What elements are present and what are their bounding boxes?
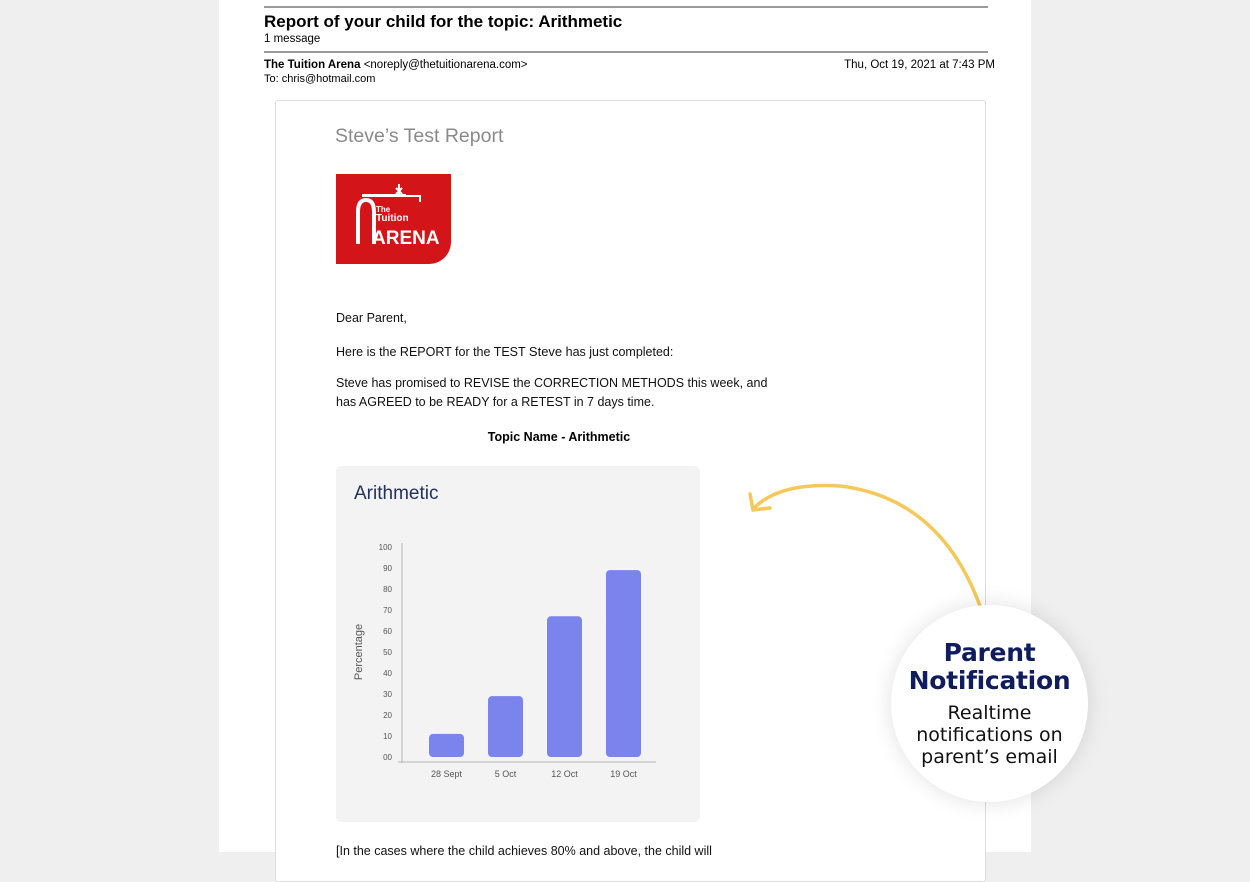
- svg-text:ARENA: ARENA: [372, 228, 440, 249]
- top-divider: [264, 6, 988, 8]
- y-tick-label: 00: [383, 753, 392, 762]
- y-tick-label: 50: [383, 648, 392, 657]
- chart-svg: [336, 466, 700, 822]
- promise-line-2: has AGREED to be READY for a RETEST in 7 days time.: [336, 395, 655, 409]
- chart-title: Arithmetic: [354, 483, 439, 504]
- y-tick-label: 40: [383, 669, 392, 678]
- y-tick-label: 100: [378, 543, 392, 552]
- y-tick-label: 70: [383, 606, 392, 615]
- bar-19-oct: [606, 570, 641, 757]
- y-tick-label: 20: [383, 711, 392, 720]
- bar-5-oct: [488, 696, 523, 757]
- message-count: 1 message: [264, 33, 321, 45]
- y-tick-label: 80: [383, 585, 392, 594]
- sender-address[interactable]: <noreply@thetuitionarena.com>: [363, 59, 528, 71]
- y-tick-label: 10: [383, 732, 392, 741]
- y-tick-label: 90: [383, 564, 392, 573]
- student-name: Steve: [336, 376, 368, 390]
- y-tick-label: 30: [383, 690, 392, 699]
- report-intro-line: Here is the REPORT for the TEST Steve has just completed:: [336, 344, 674, 359]
- parent-notification-badge: [891, 605, 1088, 802]
- x-tick-label: 28 Sept: [430, 769, 463, 779]
- x-tick-label: 19 Oct: [610, 769, 637, 779]
- bar-12-oct: [547, 616, 582, 757]
- y-axis-label: Percentage: [353, 623, 365, 681]
- svg-text:Tuition: Tuition: [376, 213, 409, 224]
- header-divider: [264, 51, 988, 53]
- svg-text:The: The: [376, 205, 391, 214]
- trailing-note: [In the cases where the child achieves 80% and above, the child will: [336, 844, 712, 858]
- email-subject: Report of your child for the topic: Arithmetic: [264, 12, 623, 31]
- student-name: Steve: [528, 344, 563, 359]
- tuition-arena-logo: [336, 174, 451, 264]
- x-tick-label: 12 Oct: [551, 769, 578, 779]
- badge-title: Parent Notification: [908, 638, 1071, 695]
- promise-line-1: Steve has promised to REVISE the CORRECTION METHODS this week, and: [336, 376, 768, 390]
- arithmetic-chart: [336, 466, 700, 822]
- bar-28-sept: [429, 734, 464, 757]
- topic-heading: Topic Name - Arithmetic: [487, 430, 631, 444]
- report-title: Steve’s Test Report: [335, 125, 504, 147]
- sender-name: The Tuition Arena: [264, 59, 361, 71]
- x-tick-label: 5 Oct: [494, 769, 517, 779]
- sender-line: [264, 59, 528, 71]
- email-date: Thu, Oct 19, 2021 at 7:43 PM: [844, 59, 995, 71]
- greeting: Dear Parent,: [336, 311, 407, 325]
- curved-arrow-icon: [740, 478, 990, 618]
- badge-subtitle: Realtime notifications on parent’s email: [916, 702, 1063, 768]
- to-label: To:: [264, 73, 279, 85]
- recipient-line: [264, 73, 375, 85]
- y-tick-label: 60: [383, 627, 392, 636]
- recipient-address[interactable]: chris@hotmail.com: [281, 73, 376, 85]
